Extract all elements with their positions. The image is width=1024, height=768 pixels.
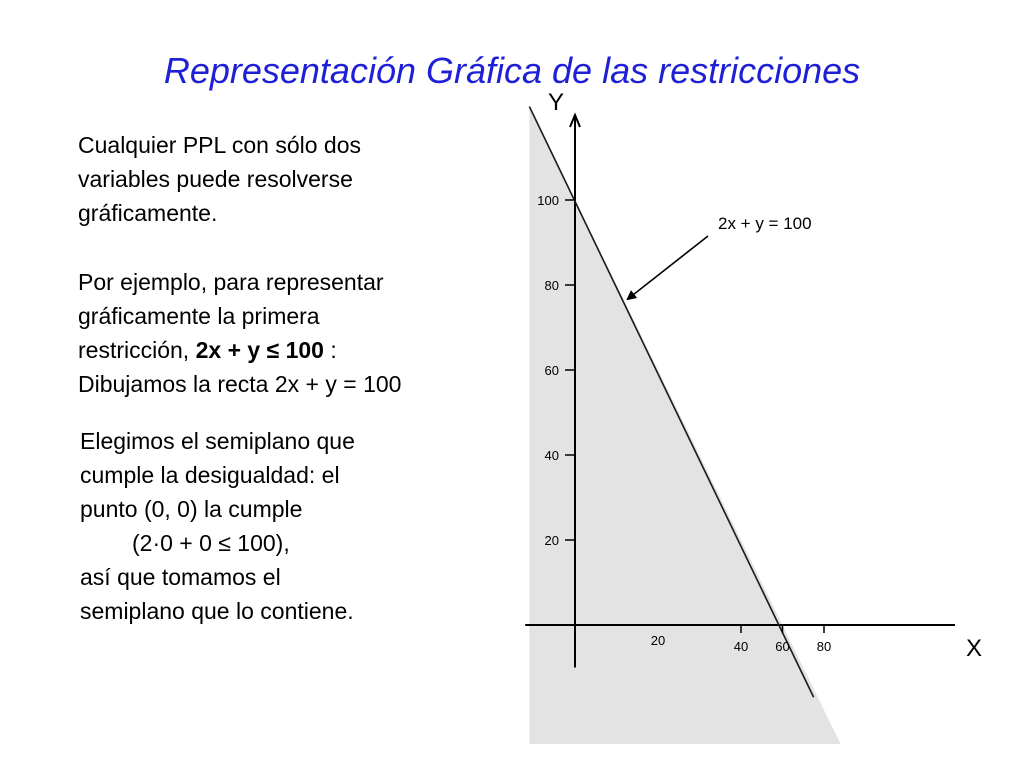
halfplane-line-3: punto (0, 0) la cumple bbox=[80, 496, 303, 522]
slide-title: Representación Gráfica de las restricciones bbox=[163, 50, 861, 91]
constraint-inequality: 2x + y ≤ 100 bbox=[195, 337, 324, 363]
example-line-1: Por ejemplo, para representar bbox=[78, 269, 384, 295]
y-tick-label: 40 bbox=[544, 448, 559, 463]
example-line-4: Dibujamos la recta 2x + y = 100 bbox=[78, 371, 402, 397]
x-tick-label: 20 bbox=[650, 633, 666, 648]
halfplane-line-4: (2·0 + 0 ≤ 100), bbox=[132, 530, 290, 556]
example-line-2: gráficamente la primera bbox=[78, 303, 320, 329]
y-tick-label: 60 bbox=[544, 363, 559, 378]
x-tick-label: 80 bbox=[816, 639, 832, 654]
y-tick-label: 80 bbox=[544, 278, 559, 293]
y-tick-label: 100 bbox=[537, 193, 559, 208]
feasible-halfplane-shade bbox=[529, 98, 840, 744]
x-axis-title: X bbox=[966, 635, 983, 662]
y-axis-title: Y bbox=[548, 89, 565, 116]
halfplane-line-1: Elegimos el semiplano que bbox=[80, 428, 355, 454]
halfplane-line-6: semiplano que lo contiene. bbox=[80, 598, 354, 624]
x-tick-label: 60 bbox=[775, 639, 790, 654]
example-line-3-suffix: : bbox=[323, 337, 337, 363]
line-equation-label: 2x + y = 100 bbox=[718, 214, 812, 233]
intro-line-3: gráficamente. bbox=[78, 200, 218, 226]
annotation-arrow-icon bbox=[628, 236, 708, 299]
intro-line-1: Cualquier PPL con sólo dos bbox=[78, 132, 361, 158]
intro-line-2: variables puede resolverse bbox=[78, 166, 353, 192]
y-tick-label: 20 bbox=[544, 533, 559, 548]
example-line-3-prefix: restricción, bbox=[78, 337, 196, 363]
halfplane-line-2: cumple la desigualdad: el bbox=[80, 462, 340, 488]
x-tick-label: 40 bbox=[733, 639, 749, 654]
halfplane-line-5: así que tomamos el bbox=[80, 564, 281, 590]
